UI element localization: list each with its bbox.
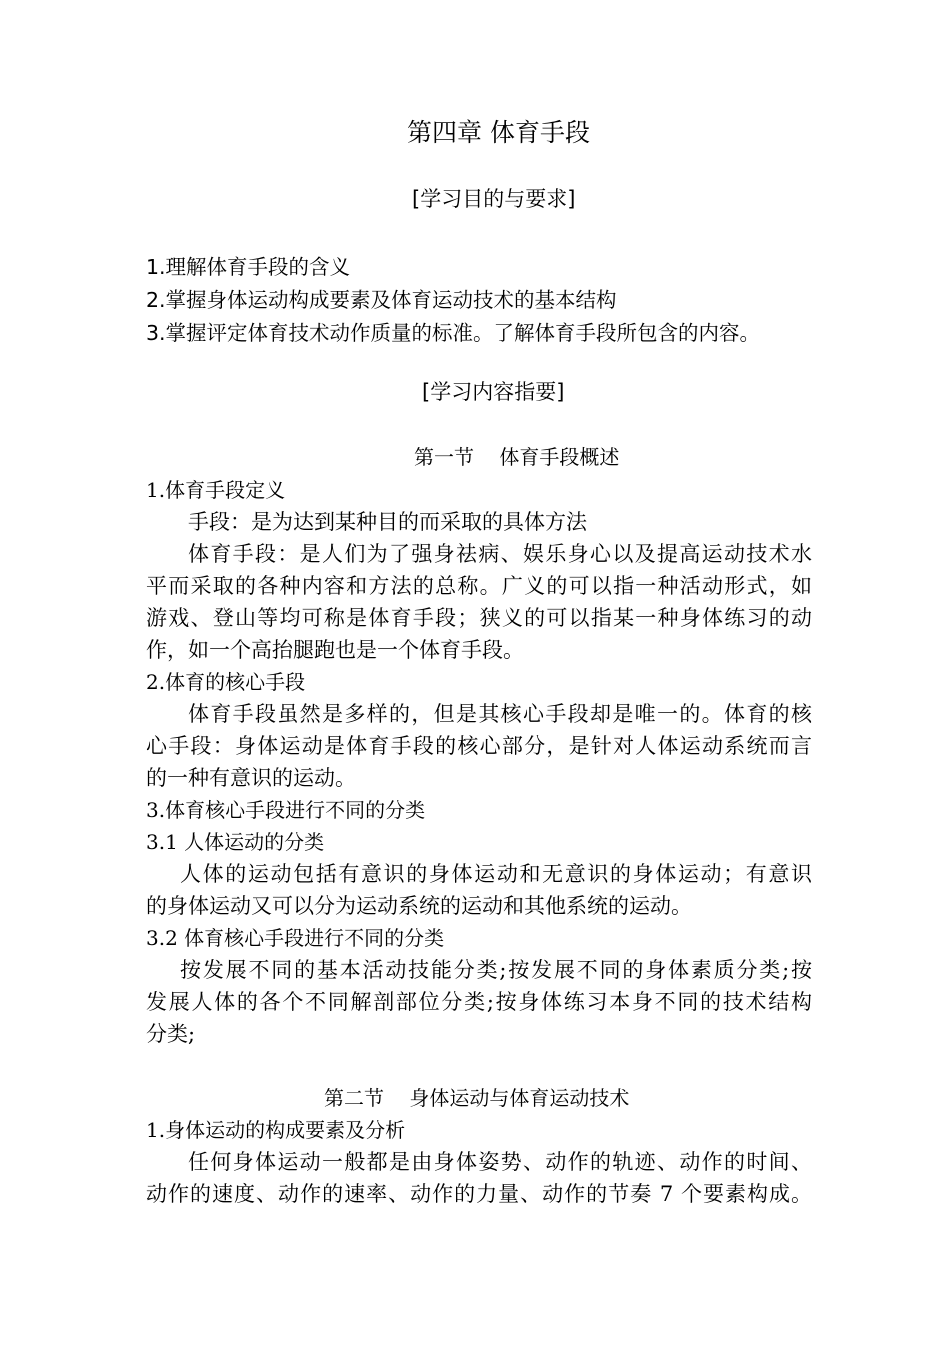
subheading: 3.1 人体运动的分类 xyxy=(146,830,325,854)
heading-number: 2. xyxy=(146,670,166,694)
paragraph-line: 分类; xyxy=(146,1022,196,1046)
paragraph-line: 游戏、登山等均可称是体育手段；狭义的可以指某一种身体练习的动 xyxy=(146,606,812,630)
heading-text: 体育手段定义 xyxy=(165,478,286,502)
paragraph-line: 人体的运动包括有意识的身体运动和无意识的身体运动；有意识 xyxy=(180,862,812,886)
paragraph-line: 平而采取的各种内容和方法的总称。广义的可以指一种活动形式，如 xyxy=(146,574,812,598)
objective-item: 1.理解体育手段的含义 xyxy=(146,255,351,279)
paragraph-line: 按发展不同的基本活动技能分类;按发展不同的身体素质分类;按 xyxy=(180,958,812,982)
paragraph-line: 的身体运动又可以分为运动系统的运动和其他系统的运动。 xyxy=(146,894,692,918)
paragraph-line: 动作的速度、动作的速率、动作的力量、动作的节奏 7 个要素构成。 xyxy=(146,1182,812,1206)
objectives-header: [学习目的与要求] xyxy=(412,187,576,211)
heading-number: 1. xyxy=(146,1118,166,1142)
chapter-title: 第四章 体育手段 xyxy=(407,118,590,147)
paragraph-line: 手段：是为达到某种目的而采取的具体方法 xyxy=(188,510,587,534)
paragraph-line: 作，如一个高抬腿跑也是一个体育手段。 xyxy=(146,638,524,662)
paragraph-line: 体育手段：是人们为了强身祛病、娱乐身心以及提高运动技术水 xyxy=(188,542,812,566)
heading-text: 身体运动的构成要素及分析 xyxy=(165,1118,406,1142)
section-heading xyxy=(146,666,305,695)
section-title: 第二节 身体运动与体育运动技术 xyxy=(324,1086,630,1110)
objective-item: 3.掌握评定体育技术动作质量的标准。了解体育手段所包含的内容。 xyxy=(146,321,761,345)
objective-item: 2.掌握身体运动构成要素及体育运动技术的基本结构 xyxy=(146,288,617,312)
section-heading xyxy=(146,1114,405,1143)
section-title: 第一节 体育手段概述 xyxy=(414,445,620,469)
paragraph-line: 发展人体的各个不同解剖部位分类;按身体练习本身不同的技术结构 xyxy=(146,990,812,1014)
heading-number: 3. xyxy=(146,798,166,822)
section-heading xyxy=(146,474,285,503)
section-heading xyxy=(146,794,425,823)
paragraph-line: 体育手段虽然是多样的，但是其核心手段却是唯一的。体育的核 xyxy=(188,702,812,726)
paragraph-line: 的一种有意识的运动。 xyxy=(146,766,356,790)
heading-text: 体育核心手段进行不同的分类 xyxy=(165,798,426,822)
heading-text: 体育的核心手段 xyxy=(165,670,306,694)
paragraph-line: 任何身体运动一般都是由身体姿势、动作的轨迹、动作的时间、 xyxy=(188,1150,812,1174)
content-header: [学习内容指要] xyxy=(422,380,565,404)
paragraph-line: 心手段：身体运动是体育手段的核心部分，是针对人体运动系统而言 xyxy=(146,734,812,758)
subheading: 3.2 体育核心手段进行不同的分类 xyxy=(146,926,445,950)
heading-number: 1. xyxy=(146,478,166,502)
